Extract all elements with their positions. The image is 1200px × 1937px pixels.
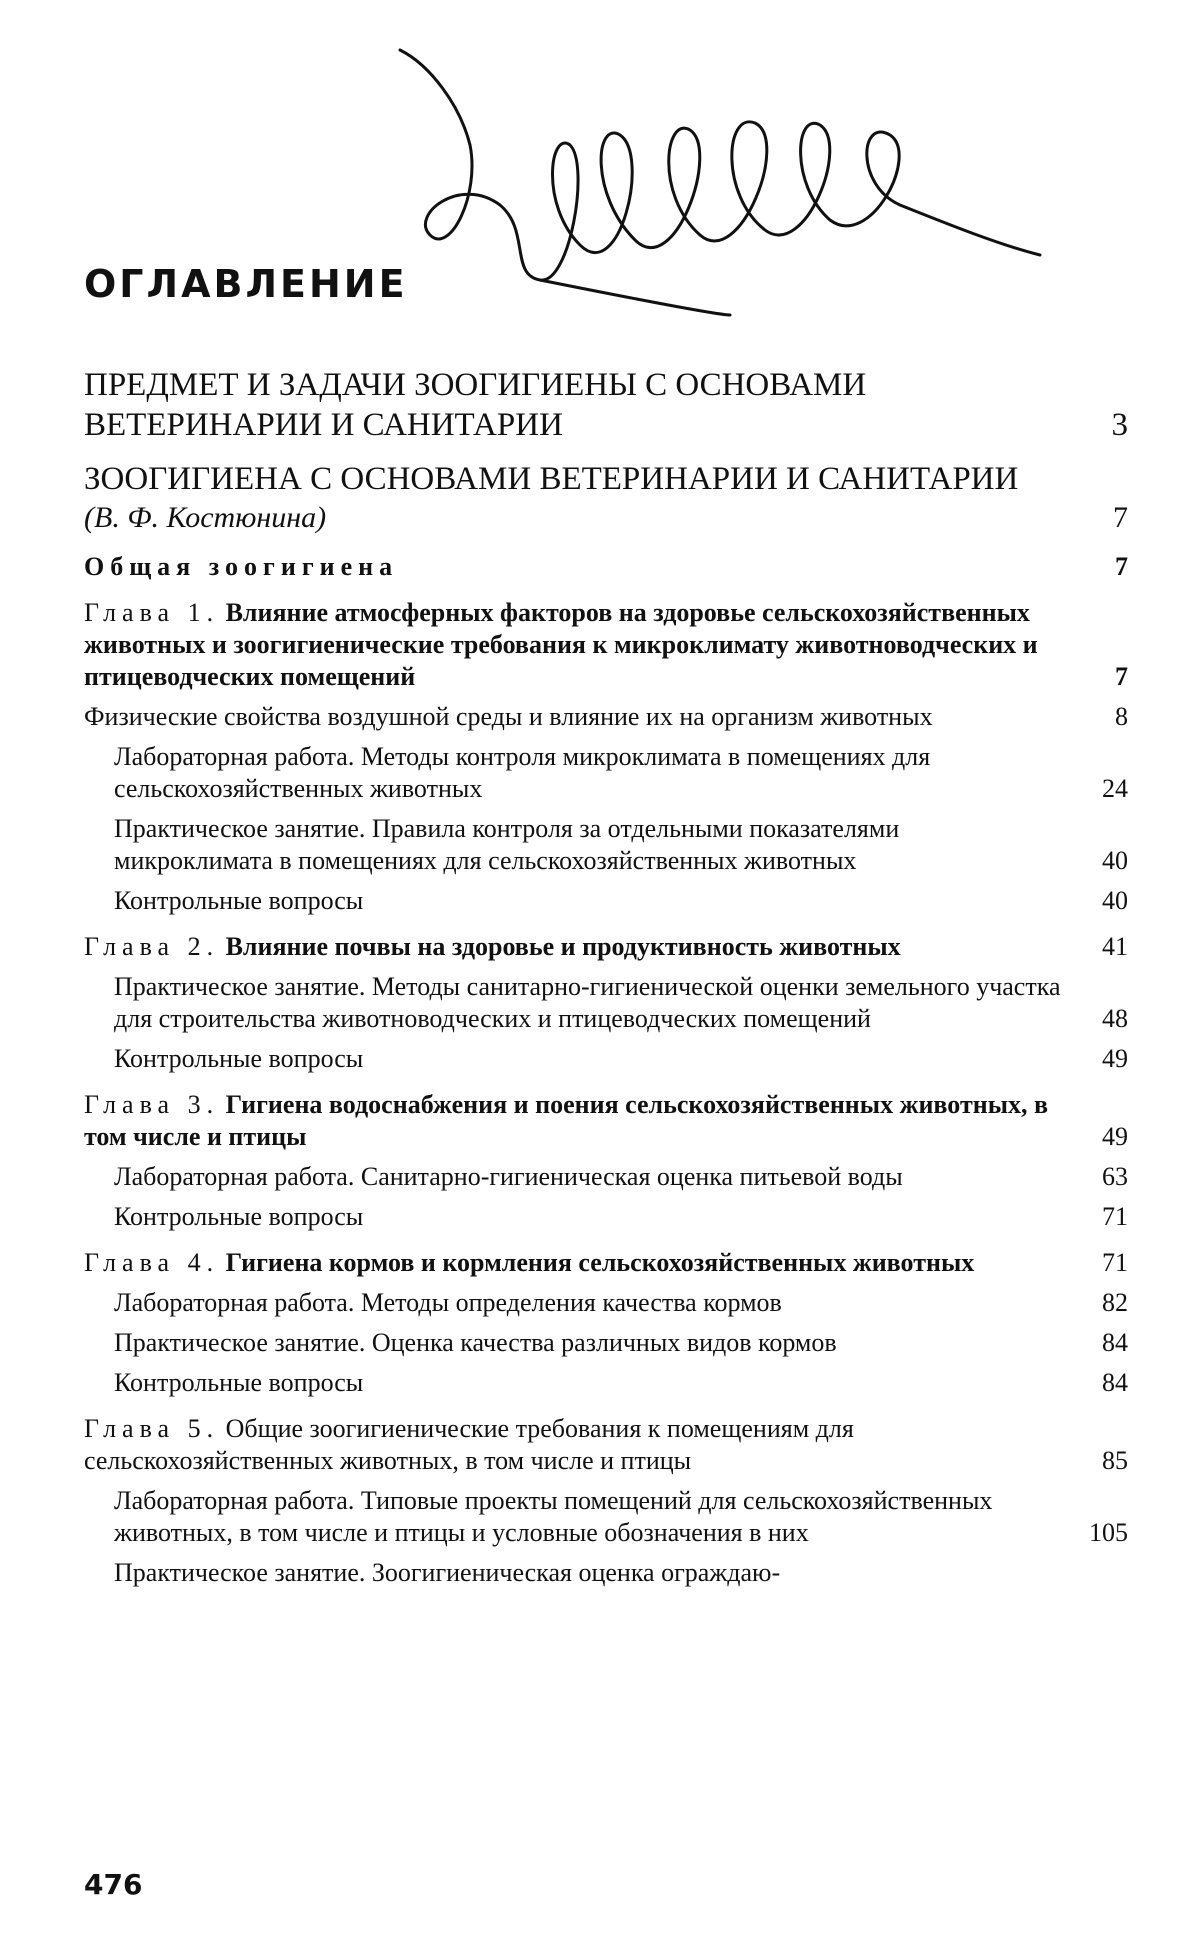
handwritten-signature [390, 45, 1050, 335]
toc-entry-page: 24 [1102, 774, 1128, 803]
toc-entry [84, 1485, 1128, 1549]
toc-entry-author: (В. Ф. Костюнина) [84, 501, 327, 534]
toc-entry-page: 40 [1102, 886, 1128, 915]
toc-entry-page: 63 [1102, 1162, 1128, 1191]
toc-entry-title: Практическое занятие. Зоогигиеническая оценка ограждаю- [114, 1558, 781, 1587]
toc-entry-title: Гигиена кормов и кормления сельскохозяйственных животных [225, 1248, 975, 1277]
toc-entry [84, 365, 1128, 445]
toc-entry-page: 7 [1115, 552, 1128, 581]
toc-entry-title: Практическое занятие. Правила контроля за отдельными показателями микроклимата в помещениях для сельскохозяйственных животных [114, 814, 900, 875]
toc-entry-page: 71 [1102, 1202, 1128, 1231]
toc-entry-title: Общие зоогигиенические требования к помещениям для сельскохозяйственных животных, в том числе и птицы [84, 1414, 854, 1475]
toc-entry-title: Лабораторная работа. Типовые проекты помещений для сельскохозяйственных животных, в том числе и птицы и условные обозначения в них [114, 1486, 993, 1547]
toc-entry [84, 551, 1128, 583]
toc-entry [84, 1287, 1128, 1319]
toc-entry-page: 8 [1115, 702, 1128, 731]
toc-entry [84, 459, 1128, 537]
toc-entry-title: Влияние почвы на здоровье и продуктивность животных [225, 932, 901, 961]
chapter-label: Глава 4. [84, 1248, 220, 1277]
toc-entry-page: 49 [1102, 1044, 1128, 1073]
toc-entry [84, 1367, 1128, 1399]
toc-entry [84, 1201, 1128, 1233]
toc-entry-page: 85 [1102, 1446, 1128, 1475]
toc-entry [84, 885, 1128, 917]
toc-entry-title: Контрольные вопросы [114, 1044, 364, 1073]
toc-entry-title: Лабораторная работа. Методы контроля микроклимата в помещениях для сельскохозяйственных животных [114, 742, 931, 803]
toc-entry [84, 1413, 1128, 1477]
toc-entry-title: ПРЕДМЕТ И ЗАДАЧИ ЗООГИГИЕНЫ С ОСНОВАМИ ВЕТЕРИНАРИИ И САНИТАРИИ [84, 367, 867, 443]
toc-entry [84, 597, 1128, 693]
toc-entry-page: 84 [1102, 1328, 1128, 1357]
toc-entry-page: 105 [1089, 1518, 1128, 1547]
toc-entry-page: 84 [1102, 1368, 1128, 1397]
toc-entry-title: Контрольные вопросы [114, 1368, 364, 1397]
chapter-label: Глава 5. [84, 1414, 220, 1443]
toc-entry-title: Лабораторная работа. Методы определения качества кормов [114, 1288, 782, 1317]
toc-entry [84, 1247, 1128, 1279]
toc-entry-page: 7 [1115, 662, 1128, 691]
toc-heading: ОГЛАВЛЕНИЕ [84, 262, 408, 306]
toc-entry-title: Контрольные вопросы [114, 886, 364, 915]
toc-entry-title: Лабораторная работа. Санитарно-гигиеническая оценка питьевой воды [114, 1162, 903, 1191]
toc-entry-title: Практическое занятие. Методы санитарно-гигиенической оценки земельного участка для строительства животноводческих и птицеводческих помещений [114, 972, 1061, 1033]
toc-entry-page: 7 [1113, 501, 1128, 534]
chapter-label: Глава 2. [84, 932, 220, 961]
toc-entry [84, 931, 1128, 963]
toc-entry-title: Контрольные вопросы [114, 1202, 364, 1231]
toc-entry-page: 41 [1102, 932, 1128, 961]
toc-entry [84, 701, 1128, 733]
toc-entry [84, 813, 1128, 877]
toc-entry [84, 1161, 1128, 1193]
toc-entry-title: Физические свойства воздушной среды и влияние их на организм животных [84, 702, 933, 731]
toc-entry-title: Общая зоогигиена [84, 552, 399, 581]
toc-entry-title: Влияние атмосферных факторов на здоровье сельскохозяйственных животных и зоогигиенические требования к микроклимату животноводческих и птицеводческих помещений [84, 598, 1038, 691]
toc-entry [84, 1557, 1128, 1589]
toc-entry [84, 971, 1128, 1035]
page-number: 476 [84, 1868, 143, 1901]
toc-entry [84, 1327, 1128, 1359]
toc-entry-title: Практическое занятие. Оценка качества различных видов кормов [114, 1328, 837, 1357]
toc-entry-page: 71 [1102, 1248, 1128, 1277]
toc-entry-page: 40 [1102, 846, 1128, 875]
toc-entry-page: 3 [1111, 407, 1128, 443]
toc-entry-page: 49 [1102, 1122, 1128, 1151]
toc-entry-page: 82 [1102, 1288, 1128, 1317]
chapter-label: Глава 3. [84, 1090, 220, 1119]
toc-entry [84, 1089, 1128, 1153]
chapter-label: Глава 1. [84, 598, 220, 627]
toc-entry [84, 741, 1128, 805]
toc-entry [84, 1043, 1128, 1075]
toc-entry-title: ЗООГИГИЕНА С ОСНОВАМИ ВЕТЕРИНАРИИ И САНИТАРИИ [84, 461, 1019, 497]
toc-entry-page: 48 [1102, 1004, 1128, 1033]
toc-entry-title: Гигиена водоснабжения и поения сельскохозяйственных животных, в том числе и птицы [84, 1090, 1049, 1151]
table-of-contents [84, 365, 1128, 1597]
